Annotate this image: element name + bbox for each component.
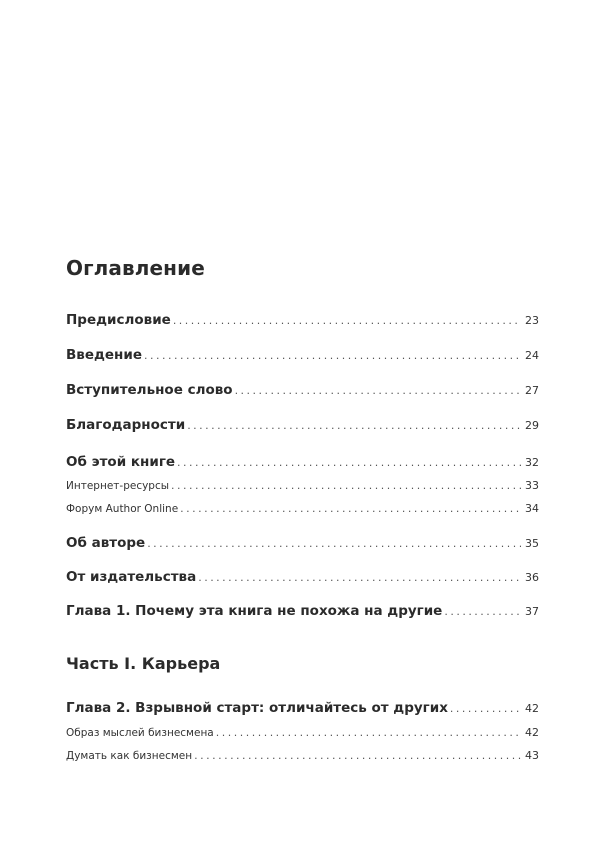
dot-leader: [235, 384, 521, 397]
toc-entry-label: Думать как бизнесмен: [66, 750, 193, 762]
dot-leader: [187, 419, 521, 432]
toc-entry-page: 23: [525, 314, 539, 327]
toc-entry-label: Глава 1. Почему эта книга не похожа на другие: [66, 603, 443, 619]
dot-leader: [177, 456, 521, 469]
part-title: Часть I. Карьера: [66, 654, 221, 673]
toc-entry-page: 36: [525, 571, 539, 584]
toc-entry[interactable]: [66, 312, 539, 328]
toc-entry-page: 43: [525, 749, 539, 762]
dot-leader: [450, 702, 521, 715]
dot-leader: [144, 349, 521, 362]
toc-entry[interactable]: [66, 417, 539, 433]
dot-leader: [194, 749, 521, 762]
toc-entry[interactable]: [66, 535, 539, 551]
dot-leader: [198, 571, 521, 584]
toc-entry-page: 27: [525, 384, 539, 397]
toc-entry-page: 29: [525, 419, 539, 432]
toc-entry[interactable]: [66, 700, 539, 716]
toc-entry-label: Вступительное слово: [66, 382, 233, 398]
toc-entry-label: Об авторе: [66, 535, 146, 551]
toc-subentry[interactable]: [66, 479, 539, 492]
toc-entry-page: 35: [525, 537, 539, 550]
toc-entry-page: 33: [525, 479, 539, 492]
toc-entry-page: 42: [525, 726, 539, 739]
toc-entry[interactable]: [66, 454, 539, 470]
toc-entry-label: Глава 2. Взрывной старт: отличайтесь от других: [66, 700, 448, 716]
toc-entry-label: Форум Author Online: [66, 503, 179, 515]
toc-entry[interactable]: [66, 382, 539, 398]
toc-entry-label: Введение: [66, 347, 142, 363]
toc-entry-page: 37: [525, 605, 539, 618]
toc-entry-label: Интернет-ресурсы: [66, 480, 170, 492]
dot-leader: [173, 314, 521, 327]
toc-entry-label: Об этой книге: [66, 454, 176, 470]
toc-entry-page: 32: [525, 456, 539, 469]
dot-leader: [180, 502, 521, 515]
dot-leader: [147, 537, 521, 550]
page-title: Оглавление: [66, 256, 205, 280]
dot-leader: [216, 726, 521, 739]
dot-leader: [444, 605, 521, 618]
toc-entry[interactable]: [66, 603, 539, 619]
dot-leader: [171, 479, 521, 492]
toc-entry-label: Предисловие: [66, 312, 171, 328]
toc-entry-page: 24: [525, 349, 539, 362]
toc-subentry[interactable]: [66, 726, 539, 739]
toc-subentry[interactable]: [66, 502, 539, 515]
toc-entry-label: Образ мыслей бизнесмена: [66, 727, 214, 739]
toc-entry[interactable]: [66, 569, 539, 585]
toc-entry-label: От издательства: [66, 569, 197, 585]
toc-entry-label: Благодарности: [66, 417, 186, 433]
toc-entry-page: 42: [525, 702, 539, 715]
toc-entry-page: 34: [525, 502, 539, 515]
toc-entry[interactable]: [66, 347, 539, 363]
toc-subentry[interactable]: [66, 749, 539, 762]
